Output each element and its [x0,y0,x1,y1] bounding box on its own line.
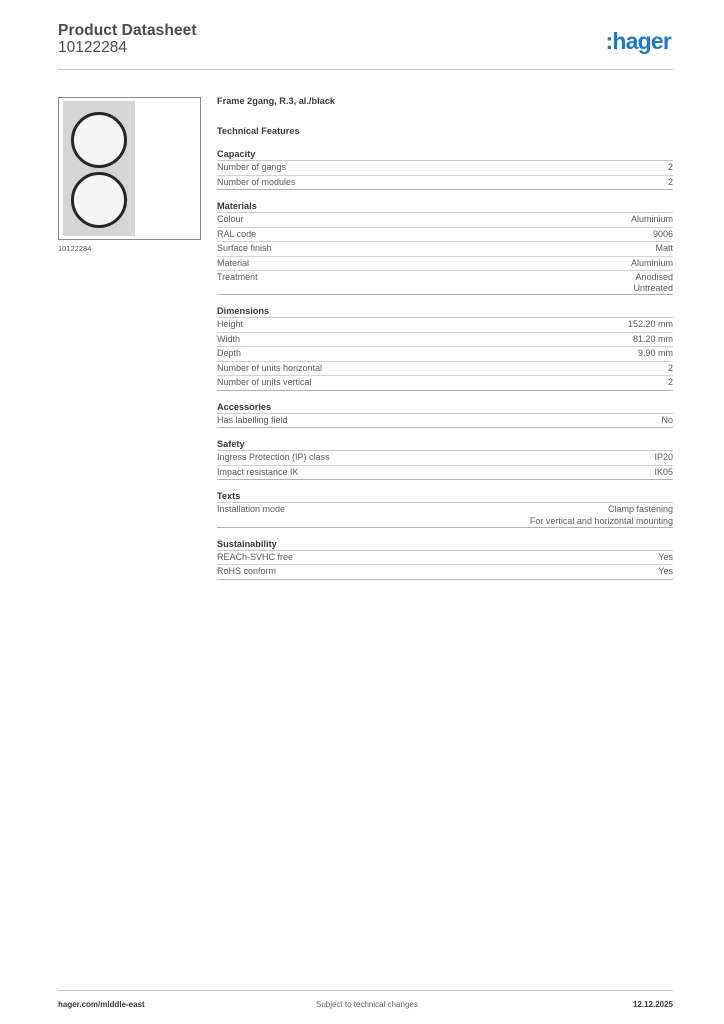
spec-label: Impact resistance IK [217,466,299,477]
footer-website: hager.com/middle-east [58,1000,145,1009]
section-title: Sustainability [217,538,673,551]
spec-value-line: No [661,414,673,425]
spec-row [217,161,673,176]
spec-value [631,258,673,269]
section-title: Safety [217,438,673,451]
spec-value-line: 152.20 mm [627,319,673,330]
spec-value-line: 9.90 mm [637,348,673,359]
spec-value-line: 2 [667,362,673,373]
section-title: Texts [217,490,673,503]
logo-text: hager [612,28,671,54]
spec-value [668,377,673,388]
spec-row [217,257,673,272]
spec-value-line: Untreated [633,283,673,294]
spec-value [658,552,673,563]
spec-value-line: IP20 [654,452,673,463]
spec-value [658,566,673,577]
spec-value-line: 2 [667,162,673,172]
spec-value [633,334,673,345]
spec-value [633,272,673,294]
spec-value [668,162,673,173]
spec-row [217,376,673,391]
spec-value [628,319,673,330]
spec-label: Width [217,333,241,344]
spec-value [668,363,673,374]
spec-label: Ingress Protection (IP) class [217,452,330,463]
spec-label: Number of units vertical [217,377,312,388]
spec-value [661,415,673,426]
spec-section-texts [217,490,673,527]
spec-label: Material [217,257,250,268]
spec-label: REACh-SVHC free [217,551,294,562]
product-image [58,97,201,240]
spec-row [217,551,673,566]
frame-plate [63,101,135,236]
technical-features-title: Technical Features [217,126,300,136]
spec-section-safety [217,438,673,480]
section-title: Capacity [217,148,673,161]
spec-label: Depth [217,348,242,359]
spec-label: RAL code [217,228,257,239]
spec-value-line: Yes [658,566,673,577]
footer-date: 12.12.2025 [632,1000,673,1009]
spec-row [217,347,673,362]
spec-value-line: 81.20 mm [632,333,673,344]
spec-value [653,229,673,240]
spec-row [217,414,673,429]
spec-value [654,452,673,463]
spec-label: Number of modules [217,176,296,187]
spec-label: Surface finish [217,243,272,253]
spec-row [217,333,673,348]
hager-logo [606,28,672,55]
spec-value [631,214,673,225]
spec-value-line: IK05 [654,466,673,477]
spec-label: Number of units horizontal [217,362,323,373]
spec-row [217,213,673,228]
spec-value-line: Aluminium [630,257,673,268]
spec-sections [217,148,673,580]
page-header [58,22,673,70]
footer-notice: Subject to technical changes [316,1000,418,1009]
spec-value [654,467,673,478]
section-title: Dimensions [217,305,673,318]
spec-label: Installation mode [217,504,286,515]
spec-label: Treatment [217,272,258,282]
spec-row [217,503,673,527]
spec-label: RoHS conform [217,566,277,577]
spec-label: Height [217,319,244,330]
frame-opening-top [71,112,127,168]
spec-section-capacity [217,148,673,190]
spec-value-line: Anodised [635,272,673,282]
spec-value-line: Aluminium [630,214,673,224]
spec-section-dimensions [217,305,673,391]
spec-value-line: 2 [667,377,673,388]
spec-row [217,466,673,481]
spec-row [217,176,673,191]
section-title: Accessories [217,401,673,414]
spec-value [530,504,673,526]
spec-value-line: Matt [655,243,673,253]
spec-value-line: Yes [658,551,673,562]
spec-value-line: 9006 [652,228,673,239]
spec-value-line: For vertical and horizontal mounting [529,515,673,526]
image-caption: 10122284 [58,244,92,253]
spec-value-line: Clamp fastening [607,504,673,515]
spec-row [217,318,673,333]
spec-label: Colour [217,214,244,224]
spec-section-accessories [217,401,673,429]
frame-opening-bottom [71,172,127,228]
spec-label: Has labelling field [217,414,288,425]
spec-row [217,362,673,377]
spec-label: Number of gangs [217,162,287,172]
spec-section-sustainability [217,538,673,580]
spec-value [655,243,673,254]
page-footer [58,990,673,1020]
spec-section-materials [217,200,673,295]
spec-value-line: 2 [667,176,673,187]
spec-row [217,565,673,580]
product-name: Frame 2gang, R.3, al./black [217,96,335,106]
spec-row [217,228,673,243]
section-title: Materials [217,200,673,213]
spec-value [638,348,673,359]
document-number: 10122284 [58,39,127,56]
spec-row [217,242,673,257]
spec-row [217,451,673,466]
spec-value [668,177,673,188]
document-title: Product Datasheet [58,22,197,39]
logo-prefix: : [605,28,613,54]
datasheet-content [217,96,673,590]
spec-row [217,271,673,295]
